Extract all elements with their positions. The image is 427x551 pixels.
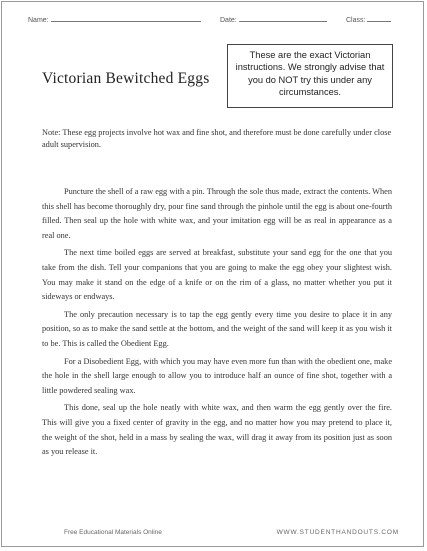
paragraph: This done, seal up the hole neatly with white wax, and then warm the egg gently over the fire. This will give you a fixed center of gravity in the egg, and no matter how you may pretend to place it, the weight of the shot, held in a mass by sealing the wax, will drag it away from its position just as soon as you release it. <box>42 403 392 457</box>
paragraph: Puncture the shell of a raw egg with a pin. Through the sole thus made, extract the contents. When this shell has become thoroughly dry, pour fine sand through the pinhole until the egg is about one-fourth filled. Then seal up the hole with white wax, and your imitation egg will be as real in appearance as a real one. <box>42 187 392 240</box>
date-label: Date: <box>220 17 237 24</box>
class-label: Class: <box>346 17 366 24</box>
instructions-body <box>42 185 392 463</box>
name-field[interactable] <box>28 14 201 24</box>
student-info-header <box>28 14 397 26</box>
paragraph: The only precaution necessary is to tap the egg gently every time you desire to place it in any position, so as to make the sand settle at the bottom, and the weight of the sand will keep it as you wish it to be. This is called the Obedient Egg. <box>42 309 392 348</box>
worksheet-page <box>1 1 424 547</box>
name-blank-line[interactable] <box>51 14 201 22</box>
name-label: Name: <box>28 17 49 24</box>
class-blank-line[interactable] <box>367 14 391 22</box>
warning-box: These are the exact Victorian instructions. We strongly advise that you do NOT try this under any circumstances. <box>227 44 393 108</box>
date-field[interactable] <box>220 14 327 24</box>
page-title: Victorian Bewitched Eggs <box>42 70 210 87</box>
safety-note: Note: These egg projects involve hot wax and fine shot, and therefore must be done carefully under close adult supervision. <box>42 128 392 149</box>
footer-website[interactable]: WWW.STUDENTHANDOUTS.COM <box>276 529 399 536</box>
paragraph: For a Disobedient Egg, with which you may have even more fun than with the obedient one, make the hole in the shell large enough to allow you to introduce half an ounce of fine shot, together with a little powdered sealing wax. <box>42 356 392 395</box>
date-blank-line[interactable] <box>239 14 327 22</box>
class-field[interactable] <box>346 14 391 24</box>
footer-publisher: Free Educational Materials Online <box>64 529 162 536</box>
paragraph: The next time boiled eggs are served at breakfast, substitute your sand egg for the one that you take from the dish. Tell your companions that you are going to make the egg obey your slightest wish. You may make it stand on the edge of a knife or on the rim of a glass, no matter whether you put it sideways or endways. <box>42 248 392 302</box>
